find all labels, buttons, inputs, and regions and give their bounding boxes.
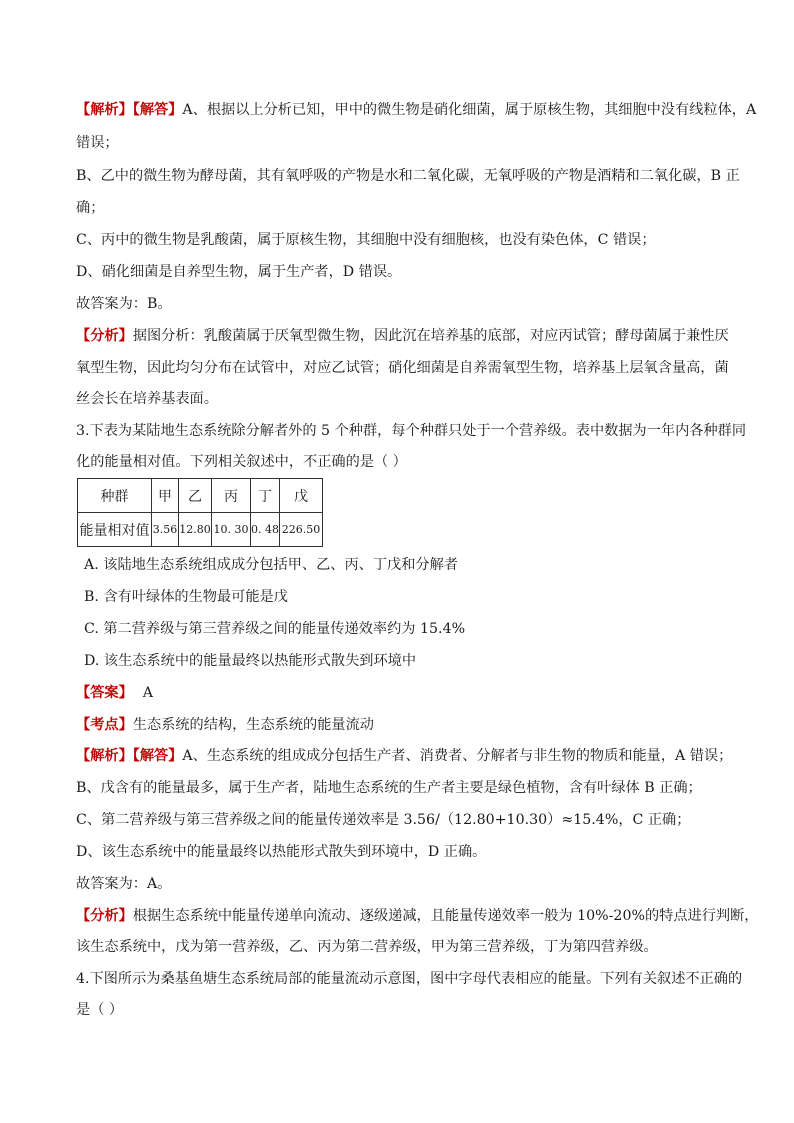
fenxi-tag: 【分析】: [76, 328, 133, 344]
table-cell: 12.80: [179, 513, 212, 547]
q2-analysis-line-b2: 确；: [76, 200, 105, 216]
table-column-header: 乙: [179, 479, 212, 513]
q3-answer-value: A: [142, 685, 154, 701]
q3-jiexi-line-d: D、该生态系统中的能量最终以热能形式散失到环境中，D 正确。: [76, 844, 487, 860]
answer-tag: 【答案】: [76, 685, 133, 701]
q2-fenxi-text1: 据图分析：乳酸菌属于厌氧型微生物，因此沉在培养基的底部，对应丙试管；酵母菌属于兼性厌: [132, 328, 729, 344]
q3-fenxi-line2: 该生态系统中，戊为第一营养级，乙、丙为第二营养级，甲为第三营养级，丁为第四营养级。: [76, 939, 658, 955]
q2-analysis-line-a1: [76, 100, 756, 120]
table-header-cell: 能量相对值: [78, 513, 152, 547]
table-cell: 3.56: [152, 513, 179, 547]
q2-fenxi-line3: 丝会长在培养基表面。: [76, 391, 218, 407]
q3-option-d[interactable]: D. 该生态系统中的能量最终以热能形式散失到环境中: [84, 653, 417, 669]
q3-jiexi-line-c: C、第二营养级与第三营养级之间的能量传递效率是 3.56/（12.80+10.30）≈15.4%，C 正确；: [76, 812, 691, 828]
q3-option-a[interactable]: A. 该陆地生态系统组成成分包括甲、乙、丙、丁戊和分解者: [84, 557, 458, 573]
q2-fenxi-line1: [76, 326, 729, 346]
q4-stem-line2: 是（ ）: [76, 1002, 124, 1018]
q2-analysis-line-b1: B、乙中的微生物为酵母菌，其有氧呼吸的产物是水和二氧化碳，无氧呼吸的产物是酒精和二氧化碳，B 正: [76, 168, 740, 184]
q3-jiexi-line-b: B、戊含有的能量最多，属于生产者，陆地生态系统的生产者主要是绿色植物，含有叶绿体 B 正确；: [76, 780, 702, 796]
table-row: [78, 479, 323, 513]
q2-fenxi-line2: 氧型生物，因此均匀分布在试管中，对应乙试管；硝化细菌是自养需氧型生物，培养基上层氧含量高，菌: [76, 360, 729, 376]
q2-analysis-line-a2: 错误；: [76, 135, 119, 151]
table-cell: 226.50: [280, 513, 323, 547]
q3-jiexi-a-text: A、生态系统的组成成分包括生产者、消费者、分解者与非生物的物质和能量，A 错误；: [182, 748, 733, 764]
q3-kaodian-text: 生态系统的结构，生态系统的能量流动: [132, 717, 374, 733]
table-row: [78, 513, 323, 547]
table-cell: 10. 30: [212, 513, 251, 547]
table-header-cell: 种群: [78, 479, 152, 513]
q3-final-answer: 故答案为：A。: [76, 876, 172, 892]
q2-analysis-line-c: C、丙中的微生物是乳酸菌，属于原核生物，其细胞中没有细胞核，也没有染色体，C 错误；: [76, 232, 656, 248]
solution-tag: 【解答】: [132, 102, 183, 118]
q3-stem-line2: 化的能量相对值。下列相关叙述中，不正确的是（ ）: [76, 454, 407, 470]
table-cell: 0. 48: [251, 513, 280, 547]
table-column-header: 戊: [280, 479, 323, 513]
analysis-tag: 【解析】: [76, 748, 133, 764]
table-column-header: 丁: [251, 479, 280, 513]
q2-analysis-line-d: D、硝化细菌是自养型生物，属于生产者，D 错误。: [76, 264, 402, 280]
q3-option-b[interactable]: B. 含有叶绿体的生物最可能是戊: [84, 589, 288, 605]
q3-kaodian-line: [76, 715, 374, 735]
q4-stem-line1: 4.下图所示为桑基鱼塘生态系统局部的能量流动示意图，图中字母代表相应的能量。下列有关叙述不正确的: [76, 971, 743, 987]
energy-table: [77, 478, 323, 547]
analysis-tag: 【解析】: [76, 102, 133, 118]
fenxi-tag: 【分析】: [76, 908, 133, 924]
q2-final-answer: 故答案为：B。: [76, 296, 172, 312]
table-column-header: 丙: [212, 479, 251, 513]
q2-option-a-explanation: A、根据以上分析已知，甲中的微生物是硝化细菌，属于原核生物，其细胞中没有线粒体，A: [182, 102, 757, 118]
q3-jiexi-line-a: [76, 746, 732, 766]
table-column-header: 甲: [152, 479, 179, 513]
q3-option-c[interactable]: C. 第二营养级与第三营养级之间的能量传递效率约为 15.4%: [84, 621, 466, 637]
solution-tag: 【解答】: [132, 748, 183, 764]
q3-answer-line: [76, 683, 153, 703]
kaodian-tag: 【考点】: [76, 717, 133, 733]
q3-stem-line1: 3.下表为某陆地生态系统除分解者外的 5 个种群，每个种群只处于一个营养级。表中数据为一年内各种群同: [76, 423, 747, 439]
q3-fenxi-line1: [76, 906, 758, 926]
q3-fenxi-text1: 根据生态系统中能量传递单向流动、逐级递减，且能量传递效率一般为 10%-20%的特点进行判断，: [132, 908, 759, 924]
